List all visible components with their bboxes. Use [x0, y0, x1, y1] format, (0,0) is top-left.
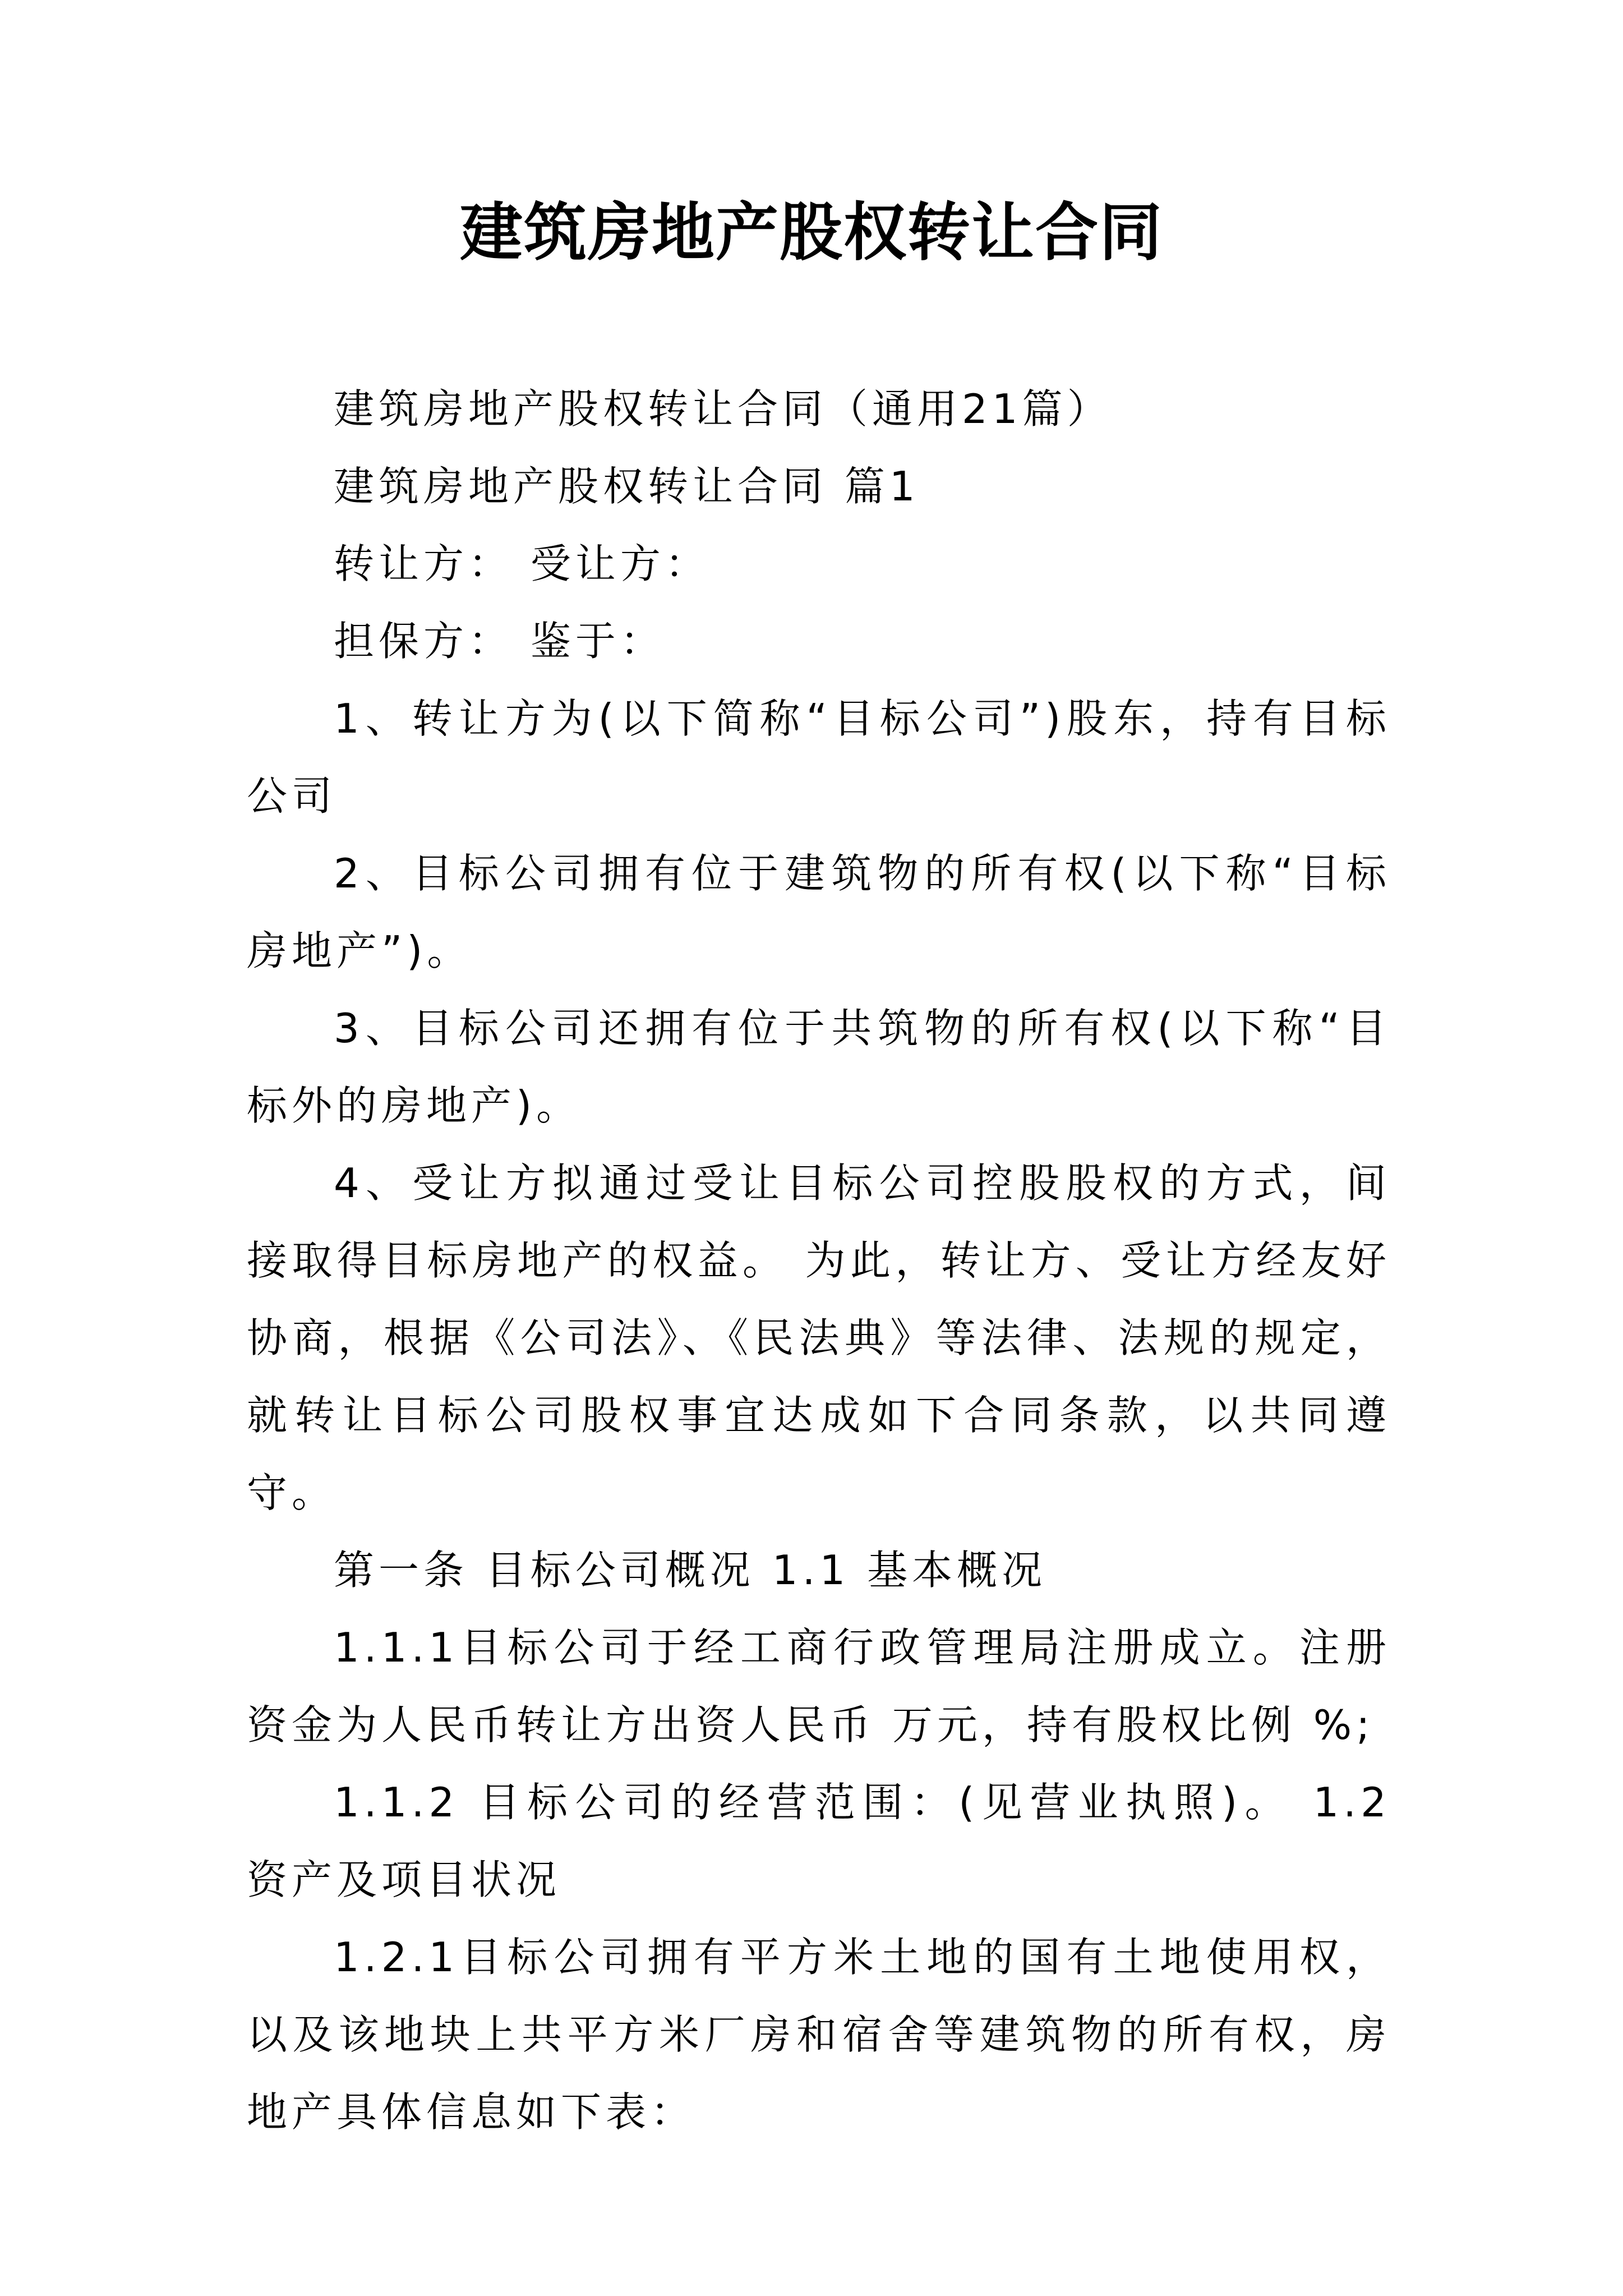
paragraph-section-heading: 建筑房地产股权转让合同 篇1: [334, 463, 920, 510]
paragraph-subtitle: 建筑房地产股权转让合同（通用21篇）: [334, 385, 1112, 432]
paragraph-recital-3: 3、目标公司还拥有位于共筑物的所有权(以下称“目标外的房地产)。: [247, 1005, 1391, 1129]
paragraph-parties: 转让方： 受让方：: [334, 540, 710, 587]
document-body: [247, 370, 1391, 2151]
paragraph-clause-1-1-1: 1.1.1目标公司于经工商行政管理局注册成立。注册资金为人民币转让方出资人民币 万元，持有股权比例 %;: [247, 1624, 1391, 1749]
paragraph-recital-4: 4、受让方拟通过受让目标公司控股股权的方式，间接取得目标房地产的权益。 为此，转让方、受让方经友好协商，根据《公司法》、《民法典》等法律、法规的规定，就转让目标公司股权事宜达成如下合同条款，以共同遵守。: [247, 1159, 1391, 1516]
paragraph-recital-2: 2、目标公司拥有位于建筑物的所有权(以下称“目标房地产”)。: [247, 850, 1391, 974]
paragraph-clause-1-2-1: 1.2.1目标公司拥有平方米土地的国有土地使用权，以及该地块上共平方米厂房和宿舍等建筑物的所有权，房地产具体信息如下表：: [247, 1934, 1391, 2136]
paragraph-recital-1: 1、转让方为(以下简称“目标公司”)股东，持有目标公司: [247, 695, 1391, 820]
paragraph-clause-1-1-2: 1.1.2 目标公司的经营范围：(见营业执照)。 1.2 资产及项目状况: [247, 1779, 1391, 1903]
document-title: 建筑房地产股权转让合同: [460, 196, 1163, 269]
paragraph-guarantor: 担保方： 鉴于：: [334, 618, 665, 665]
paragraph-article-1: 第一条 目标公司概况 1.1 基本概况: [334, 1547, 1047, 1594]
